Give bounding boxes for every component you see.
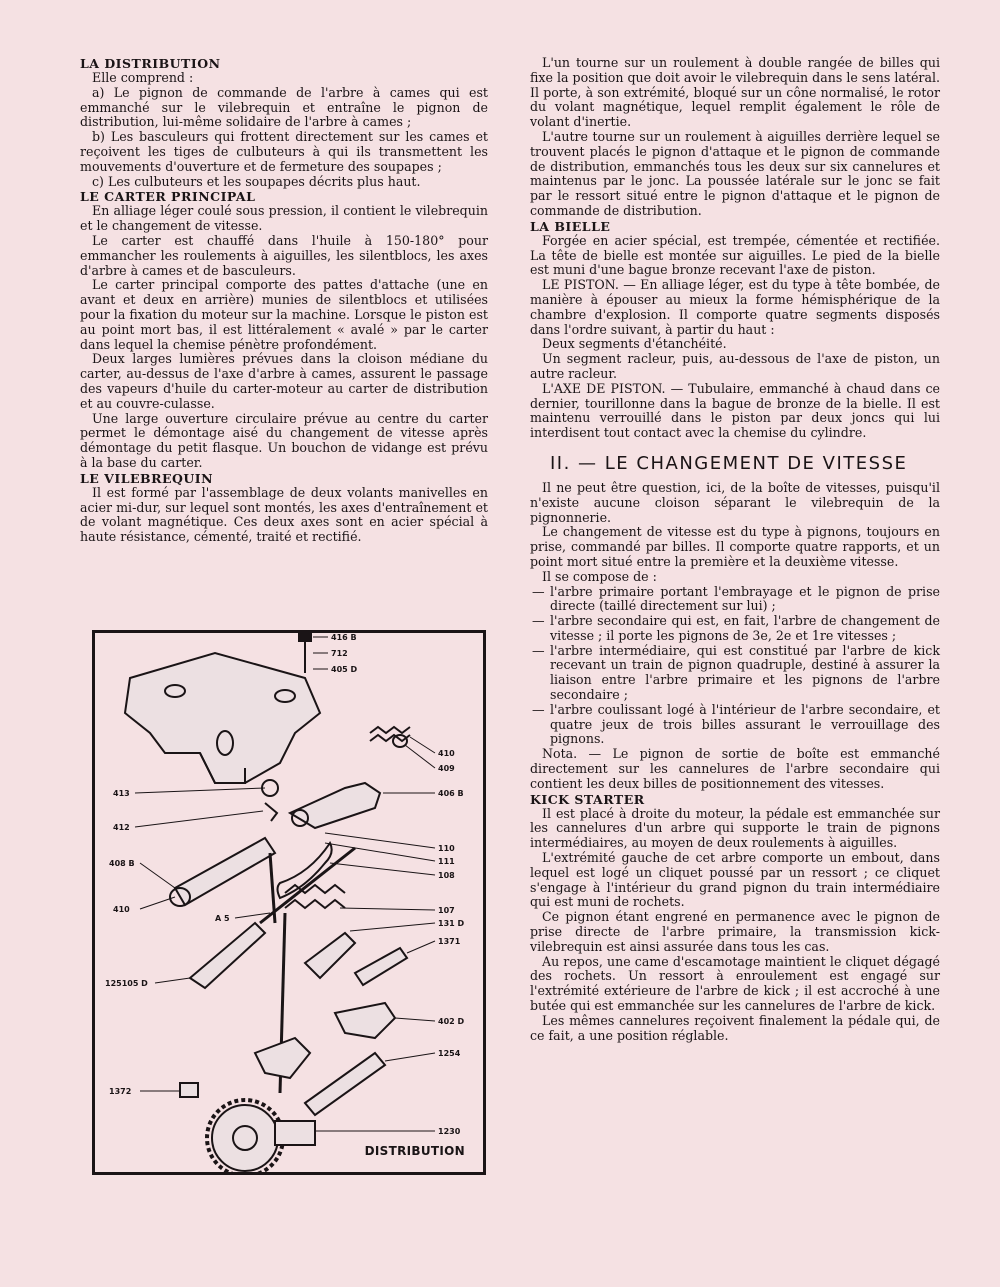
part-label: 111	[438, 857, 455, 866]
bracket-casting	[125, 653, 320, 783]
part-label: 408 B	[109, 859, 135, 868]
crankshaft-paragraph: L'autre tourne sur un roulement à aiguilles derrière lequel se trouvent placés le pignon d'attaque et le pignon de commande de distribution, emmanchés tous les deux sur six cannelures et maintenus par le jonc. La poussée latérale sur le jonc se fait par le ressort situé entre le pignon d'attaque et le pignon de commande de distribution.	[530, 128, 940, 218]
valve-spring-108	[278, 843, 346, 908]
changement-list	[530, 585, 940, 748]
part-label: 712	[331, 649, 348, 658]
carter-paragraph: Le carter est chauffé dans l'huile à 150-180° pour emmancher les roulements à aiguilles, les silentblocs, les axes d'arbre à cames et de basculeurs.	[80, 232, 488, 278]
left-column	[80, 56, 488, 545]
nota-paragraph: Nota. — Le pignon de sortie de boîte est emmanché directement sur les cannelures de l'arbre secondaire qui contient les deux billes de positionnement des vitesses.	[530, 746, 940, 791]
shaft-1254	[305, 1053, 385, 1115]
rocker-lower	[255, 1038, 310, 1078]
piston-paragraph: LE PISTON. — En alliage léger, est du type à tête bombée, de manière à épouser au mieux la forme hémisphérique de la chambre d'explosion. Il comporte quatre segments disposés dans l'ordre suivant, à partir du haut :	[530, 277, 940, 337]
part-label: 409	[438, 764, 455, 773]
part-label: 402 D	[438, 1017, 465, 1026]
changement-paragraph: Le changement de vitesse est du type à pignons, toujours en prise, commandé par billes. Il comporte quatre rapports, et un point mort situé entre la première et la deuxième vitesse.	[530, 524, 940, 569]
list-item: — l'arbre intermédiaire, qui est constitué par l'arbre de kick recevant un train de pignon quadruple, destiné à assurer la liaison entre l'arbre primaire et les pignons de l'arbre secondaire ;	[530, 644, 940, 703]
carter-paragraph: Le carter principal comporte des pattes d'attache (une en avant et deux en arrière) munies de silentblocs et utilisées pour la fixation du moteur sur la machine. Lorsque le piston est au point mort bas, il est littéralement « avalé » par le carter dans lequel la chemise pénètre profondément.	[80, 277, 488, 352]
part-label: 410	[438, 749, 455, 758]
part-label: A 5	[215, 914, 230, 923]
part-label: 107	[438, 906, 455, 915]
part-label: 125105 D	[105, 979, 148, 988]
part-label: 1371	[438, 937, 461, 946]
list-item: — l'arbre primaire portant l'embrayage et le pignon de prise directe (taillé directement sur lui) ;	[530, 585, 940, 615]
bush-1372	[180, 1083, 198, 1097]
part-label: 416 B	[331, 633, 357, 642]
rocker-406b	[290, 783, 380, 828]
list-item: — l'arbre coulissant logé à l'intérieur de l'arbre secondaire, et quatre jeux de trois billes assurant le verrouillage des pignons.	[530, 703, 940, 747]
section-title-changement: II. — LE CHANGEMENT DE VITESSE	[550, 452, 908, 474]
gear-1230	[207, 1100, 315, 1172]
clip-412	[265, 803, 277, 821]
valve-stem	[260, 848, 355, 923]
distribution-figure	[92, 630, 486, 1175]
carter-paragraph: Deux larges lumières prévues dans la cloison médiane du carter, au-dessus de l'axe d'arbre à cames, assurent le passage des vapeurs d'huile du carter-moteur au carter de distribution et au couvre-culasse.	[80, 351, 488, 411]
kick-paragraph: L'extrémité gauche de cet arbre comporte un embout, dans lequel est logé un cliquet poussé par un ressort ; ce cliquet s'engage à l'intérieur du grand pignon du train intermédiaire qui est muni de rochets.	[530, 850, 940, 910]
bielle-paragraph: Forgée en acier spécial, est trempée, cémentée et rectifiée. La tête de bielle est montée sur aiguilles. Le pied de la bielle est muni d'une bague bronze recevant l'axe de piston.	[530, 232, 940, 278]
exploded-diagram	[95, 633, 483, 1172]
figure-caption: DISTRIBUTION	[364, 1144, 465, 1158]
part-label: 405 D	[331, 665, 358, 674]
piston-paragraph: Un segment racleur, puis, au-dessous de l'axe de piston, un autre racleur.	[530, 351, 940, 381]
guide-131d	[305, 933, 355, 978]
part-label: 406 B	[438, 789, 464, 798]
right-column	[530, 56, 940, 1043]
kick-paragraph: Les mêmes cannelures reçoivent finalement la pédale qui, de ce fait, a une position réglable.	[530, 1012, 940, 1043]
carter-paragraph: Une large ouverture circulaire prévue au centre du carter permet le démontage aisé du changement de vitesse après démontage du petit flasque. Un bouchon de vidange est prévu à la base du carter.	[80, 410, 488, 470]
carter-paragraph: En alliage léger coulé sous pression, il contient le vilebrequin et le changement de vitesse.	[80, 203, 488, 234]
part-label: 410	[113, 905, 130, 914]
bolt-head	[299, 633, 311, 641]
heading-bielle: LA BIELLE	[530, 218, 611, 234]
piston-paragraph: Deux segments d'étanchéité.	[542, 336, 727, 352]
heading-kick: KICK STARTER	[530, 791, 645, 807]
part-label: 1230	[438, 1127, 461, 1136]
part-label: 413	[113, 789, 130, 798]
heading-distribution: LA DISTRIBUTION	[80, 56, 221, 71]
rocker-402d	[335, 1003, 395, 1038]
heading-vilebrequin: LE VILEBREQUIN	[80, 470, 214, 486]
part-label: 1372	[109, 1087, 132, 1096]
part-label: 108	[438, 871, 455, 880]
changement-paragraph: Il ne peut être question, ici, de la boîte de vitesses, puisqu'il n'existe aucune cloison séparant le vilebrequin de la pignonnerie.	[530, 479, 940, 525]
valve-125105d	[190, 923, 265, 988]
vilebrequin-paragraph: Il est formé par l'assemblage de deux volants manivelles en acier mi-dur, sur lequel sont montés, les axes d'entraînement et de volant magnétique. Ces deux axes sont en acier spécial à haute résistance, cémenté, traité et rectifié.	[80, 484, 488, 545]
heading-carter: LE CARTER PRINCIPAL	[80, 189, 256, 205]
part-label: 412	[113, 823, 130, 832]
distribution-item-a: a) Le pignon de commande de l'arbre à cames qui est emmanché sur le vilebrequin et entraîne le pignon de distribution, lui-même solidaire de l'arbre à cames ;	[80, 84, 488, 130]
distribution-item-b: b) Les basculeurs qui frottent directement sur les cames et reçoivent les tiges de culbuteurs à qui ils transmettent les mouvements d'ouverture et de fermeture des soupapes ;	[80, 129, 488, 174]
crankshaft-paragraph: L'un tourne sur un roulement à double rangée de billes qui fixe la position que doit avoir le vilebrequin dans le sens latéral. Il porte, à son extrémité, bloqué sur un cône normalisé, le rotor du volant magnétique, lequel remplit également le rôle de volant d'inertie.	[530, 55, 940, 130]
distribution-intro: Elle comprend :	[92, 70, 194, 85]
list-item: — l'arbre secondaire qui est, en fait, l'arbre de changement de vitesse ; il porte les pignons de 3e, 2e et 1re vitesses ;	[530, 614, 940, 644]
axe-piston-paragraph: L'AXE DE PISTON. — Tubulaire, emmanché à chaud dans ce dernier, tourillonne dans la bague de bronze de la bielle. Il est maintenu verrouillé dans le piston par deux joncs qui lui interdisent tout contact avec la chemise du cylindre.	[530, 380, 940, 441]
part-label: 131 D	[438, 919, 465, 928]
part-label: 110	[438, 844, 455, 853]
part-label: 1254	[438, 1049, 461, 1058]
distribution-item-c: c) Les culbuteurs et les soupapes décrits plus haut.	[92, 173, 421, 189]
shaft-1371	[355, 948, 407, 985]
changement-paragraph: Il se compose de :	[542, 568, 657, 584]
kick-paragraph: Il est placé à droite du moteur, la pédale est emmanchée sur les cannelures d'un arbre qui supporte le train de pignons intermédiaires, au moyen de deux roulements à aiguilles.	[530, 805, 940, 851]
spring-410	[370, 727, 410, 741]
kick-paragraph: Ce pignon étant engrené en permanence avec le pignon de prise directe de l'arbre primaire, la transmission kick-vilebrequin est ainsi assurée dans tous les cas.	[530, 909, 940, 954]
kick-paragraph: Au repos, une came d'escamotage maintient le cliquet dégagé des rochets. Un ressort à enroulement est engagé sur l'extrémité extérieure de l'arbre de kick ; il est accroché à une butée qui est emmanchée sur les cannelures de l'arbre de kick.	[530, 953, 940, 1014]
